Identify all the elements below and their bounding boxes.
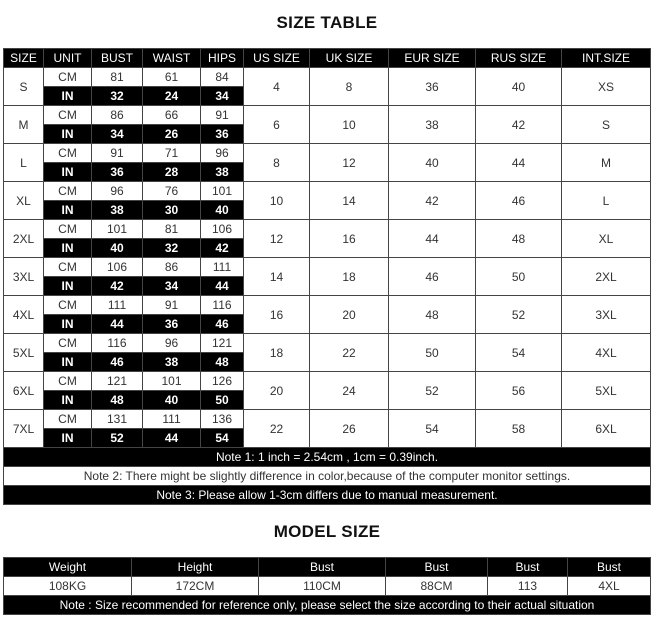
size-row-cm bbox=[4, 258, 651, 277]
bust-cm-value: 96 bbox=[92, 182, 143, 201]
unit-in: IN bbox=[44, 391, 92, 410]
rus-size-value: 52 bbox=[476, 296, 562, 334]
unit-cm: CM bbox=[44, 410, 92, 429]
hips-in-value: 54 bbox=[201, 429, 244, 448]
uk-size-value: 12 bbox=[310, 144, 389, 182]
model-header-bust: Bust bbox=[386, 558, 488, 577]
model-size-table bbox=[3, 557, 651, 615]
bust-in-value: 36 bbox=[92, 163, 143, 182]
size-label: L bbox=[4, 144, 44, 182]
rus-size-value: 56 bbox=[476, 372, 562, 410]
model-value: 172CM bbox=[132, 577, 259, 596]
eur-size-value: 36 bbox=[389, 68, 476, 106]
eur-size-value: 50 bbox=[389, 334, 476, 372]
eur-size-value: 46 bbox=[389, 258, 476, 296]
rus-size-value: 50 bbox=[476, 258, 562, 296]
size-row-cm bbox=[4, 144, 651, 163]
hips-in-value: 36 bbox=[201, 125, 244, 144]
size-label: S bbox=[4, 68, 44, 106]
size-row-cm bbox=[4, 410, 651, 429]
bust-in-value: 46 bbox=[92, 353, 143, 372]
bust-in-value: 44 bbox=[92, 315, 143, 334]
us-size-value: 22 bbox=[244, 410, 310, 448]
uk-size-value: 22 bbox=[310, 334, 389, 372]
int-size-value: M bbox=[562, 144, 651, 182]
model-note-row bbox=[4, 596, 651, 615]
uk-size-value: 8 bbox=[310, 68, 389, 106]
int-size-value: S bbox=[562, 106, 651, 144]
hips-in-value: 38 bbox=[201, 163, 244, 182]
rus-size-value: 40 bbox=[476, 68, 562, 106]
hips-in-value: 46 bbox=[201, 315, 244, 334]
size-row-cm bbox=[4, 220, 651, 239]
unit-cm: CM bbox=[44, 144, 92, 163]
waist-in-value: 38 bbox=[143, 353, 201, 372]
waist-cm-value: 61 bbox=[143, 68, 201, 87]
size-row-cm bbox=[4, 106, 651, 125]
waist-cm-value: 71 bbox=[143, 144, 201, 163]
us-size-value: 14 bbox=[244, 258, 310, 296]
waist-cm-value: 96 bbox=[143, 334, 201, 353]
bust-cm-value: 86 bbox=[92, 106, 143, 125]
unit-cm: CM bbox=[44, 182, 92, 201]
int-size-value: 2XL bbox=[562, 258, 651, 296]
model-header-bust: Bust bbox=[488, 558, 568, 577]
column-header-unit: UNIT bbox=[44, 49, 92, 68]
waist-in-value: 34 bbox=[143, 277, 201, 296]
unit-cm: CM bbox=[44, 258, 92, 277]
unit-in: IN bbox=[44, 239, 92, 258]
size-table bbox=[3, 48, 651, 505]
model-values-row bbox=[4, 577, 651, 596]
model-header-weight: Weight bbox=[4, 558, 132, 577]
uk-size-value: 10 bbox=[310, 106, 389, 144]
hips-cm-value: 111 bbox=[201, 258, 244, 277]
model-header-height: Height bbox=[132, 558, 259, 577]
bust-cm-value: 111 bbox=[92, 296, 143, 315]
us-size-value: 4 bbox=[244, 68, 310, 106]
size-label: 5XL bbox=[4, 334, 44, 372]
int-size-value: L bbox=[562, 182, 651, 220]
unit-in: IN bbox=[44, 87, 92, 106]
unit-in: IN bbox=[44, 125, 92, 144]
rus-size-value: 48 bbox=[476, 220, 562, 258]
unit-cm: CM bbox=[44, 372, 92, 391]
uk-size-value: 14 bbox=[310, 182, 389, 220]
eur-size-value: 54 bbox=[389, 410, 476, 448]
column-header-uk-size: UK SIZE bbox=[310, 49, 389, 68]
us-size-value: 8 bbox=[244, 144, 310, 182]
rus-size-value: 46 bbox=[476, 182, 562, 220]
size-row-cm bbox=[4, 182, 651, 201]
hips-cm-value: 96 bbox=[201, 144, 244, 163]
waist-cm-value: 86 bbox=[143, 258, 201, 277]
uk-size-value: 20 bbox=[310, 296, 389, 334]
hips-in-value: 48 bbox=[201, 353, 244, 372]
model-header-bust: Bust bbox=[568, 558, 651, 577]
waist-in-value: 44 bbox=[143, 429, 201, 448]
size-row-cm bbox=[4, 296, 651, 315]
model-header-row bbox=[4, 558, 651, 577]
note-2: Note 2: There might be slightly difference in color,because of the computer monitor settings. bbox=[4, 467, 651, 486]
unit-in: IN bbox=[44, 315, 92, 334]
model-value: 4XL bbox=[568, 577, 651, 596]
waist-in-value: 40 bbox=[143, 391, 201, 410]
rus-size-value: 58 bbox=[476, 410, 562, 448]
bust-in-value: 38 bbox=[92, 201, 143, 220]
hips-in-value: 44 bbox=[201, 277, 244, 296]
size-row-cm bbox=[4, 372, 651, 391]
unit-in: IN bbox=[44, 163, 92, 182]
waist-in-value: 30 bbox=[143, 201, 201, 220]
bust-in-value: 42 bbox=[92, 277, 143, 296]
size-table-header-row bbox=[4, 49, 651, 68]
column-header-rus-size: RUS SIZE bbox=[476, 49, 562, 68]
int-size-value: XL bbox=[562, 220, 651, 258]
bust-in-value: 40 bbox=[92, 239, 143, 258]
unit-cm: CM bbox=[44, 334, 92, 353]
us-size-value: 16 bbox=[244, 296, 310, 334]
waist-in-value: 24 bbox=[143, 87, 201, 106]
waist-cm-value: 76 bbox=[143, 182, 201, 201]
bust-cm-value: 101 bbox=[92, 220, 143, 239]
unit-in: IN bbox=[44, 201, 92, 220]
uk-size-value: 16 bbox=[310, 220, 389, 258]
int-size-value: XS bbox=[562, 68, 651, 106]
int-size-value: 5XL bbox=[562, 372, 651, 410]
eur-size-value: 38 bbox=[389, 106, 476, 144]
hips-cm-value: 126 bbox=[201, 372, 244, 391]
uk-size-value: 18 bbox=[310, 258, 389, 296]
hips-in-value: 34 bbox=[201, 87, 244, 106]
bust-cm-value: 131 bbox=[92, 410, 143, 429]
bust-in-value: 48 bbox=[92, 391, 143, 410]
int-size-value: 6XL bbox=[562, 410, 651, 448]
size-label: 2XL bbox=[4, 220, 44, 258]
rus-size-value: 54 bbox=[476, 334, 562, 372]
us-size-value: 18 bbox=[244, 334, 310, 372]
hips-cm-value: 106 bbox=[201, 220, 244, 239]
column-header-us-size: US SIZE bbox=[244, 49, 310, 68]
model-note: Note : Size recommended for reference only, please select the size according to their actual situation bbox=[4, 596, 651, 615]
column-header-eur-size: EUR SIZE bbox=[389, 49, 476, 68]
us-size-value: 6 bbox=[244, 106, 310, 144]
waist-in-value: 32 bbox=[143, 239, 201, 258]
bust-cm-value: 121 bbox=[92, 372, 143, 391]
note-row bbox=[4, 448, 651, 467]
waist-in-value: 28 bbox=[143, 163, 201, 182]
unit-cm: CM bbox=[44, 106, 92, 125]
rus-size-value: 44 bbox=[476, 144, 562, 182]
hips-cm-value: 136 bbox=[201, 410, 244, 429]
uk-size-value: 24 bbox=[310, 372, 389, 410]
int-size-value: 4XL bbox=[562, 334, 651, 372]
size-row-cm bbox=[4, 334, 651, 353]
size-table-body bbox=[4, 68, 651, 505]
waist-cm-value: 81 bbox=[143, 220, 201, 239]
size-label: 3XL bbox=[4, 258, 44, 296]
waist-in-value: 36 bbox=[143, 315, 201, 334]
unit-in: IN bbox=[44, 429, 92, 448]
uk-size-value: 26 bbox=[310, 410, 389, 448]
column-header-bust: BUST bbox=[92, 49, 143, 68]
size-label: M bbox=[4, 106, 44, 144]
hips-cm-value: 101 bbox=[201, 182, 244, 201]
hips-in-value: 42 bbox=[201, 239, 244, 258]
waist-cm-value: 111 bbox=[143, 410, 201, 429]
bust-cm-value: 106 bbox=[92, 258, 143, 277]
hips-in-value: 40 bbox=[201, 201, 244, 220]
model-size-title: MODEL SIZE bbox=[273, 522, 381, 541]
waist-in-value: 26 bbox=[143, 125, 201, 144]
unit-in: IN bbox=[44, 353, 92, 372]
model-header-bust: Bust bbox=[259, 558, 386, 577]
us-size-value: 20 bbox=[244, 372, 310, 410]
us-size-value: 12 bbox=[244, 220, 310, 258]
hips-cm-value: 121 bbox=[201, 334, 244, 353]
size-label: 7XL bbox=[4, 410, 44, 448]
size-label: XL bbox=[4, 182, 44, 220]
bust-in-value: 34 bbox=[92, 125, 143, 144]
bust-cm-value: 81 bbox=[92, 68, 143, 87]
unit-cm: CM bbox=[44, 220, 92, 239]
column-header-waist: WAIST bbox=[143, 49, 201, 68]
column-header-int-size: INT.SIZE bbox=[562, 49, 651, 68]
model-value: 110CM bbox=[259, 577, 386, 596]
column-header-size: SIZE bbox=[4, 49, 44, 68]
rus-size-value: 42 bbox=[476, 106, 562, 144]
waist-cm-value: 101 bbox=[143, 372, 201, 391]
model-value: 108KG bbox=[4, 577, 132, 596]
model-value: 88CM bbox=[386, 577, 488, 596]
hips-in-value: 50 bbox=[201, 391, 244, 410]
size-label: 4XL bbox=[4, 296, 44, 334]
hips-cm-value: 84 bbox=[201, 68, 244, 87]
note-1: Note 1: 1 inch = 2.54cm , 1cm = 0.39inch. bbox=[4, 448, 651, 467]
column-header-hips: HIPS bbox=[201, 49, 244, 68]
size-row-cm bbox=[4, 68, 651, 87]
unit-cm: CM bbox=[44, 296, 92, 315]
eur-size-value: 44 bbox=[389, 220, 476, 258]
bust-in-value: 52 bbox=[92, 429, 143, 448]
waist-cm-value: 66 bbox=[143, 106, 201, 125]
eur-size-value: 52 bbox=[389, 372, 476, 410]
note-row bbox=[4, 467, 651, 486]
model-value: 113 bbox=[488, 577, 568, 596]
bust-cm-value: 91 bbox=[92, 144, 143, 163]
eur-size-value: 48 bbox=[389, 296, 476, 334]
note-3: Note 3: Please allow 1-3cm differs due to manual measurement. bbox=[4, 486, 651, 505]
hips-cm-value: 91 bbox=[201, 106, 244, 125]
bust-cm-value: 116 bbox=[92, 334, 143, 353]
eur-size-value: 40 bbox=[389, 144, 476, 182]
bust-in-value: 32 bbox=[92, 87, 143, 106]
size-label: 6XL bbox=[4, 372, 44, 410]
int-size-value: 3XL bbox=[562, 296, 651, 334]
unit-in: IN bbox=[44, 277, 92, 296]
unit-cm: CM bbox=[44, 68, 92, 87]
size-table-title: SIZE TABLE bbox=[276, 13, 378, 32]
us-size-value: 10 bbox=[244, 182, 310, 220]
eur-size-value: 42 bbox=[389, 182, 476, 220]
hips-cm-value: 116 bbox=[201, 296, 244, 315]
waist-cm-value: 91 bbox=[143, 296, 201, 315]
note-row bbox=[4, 486, 651, 505]
